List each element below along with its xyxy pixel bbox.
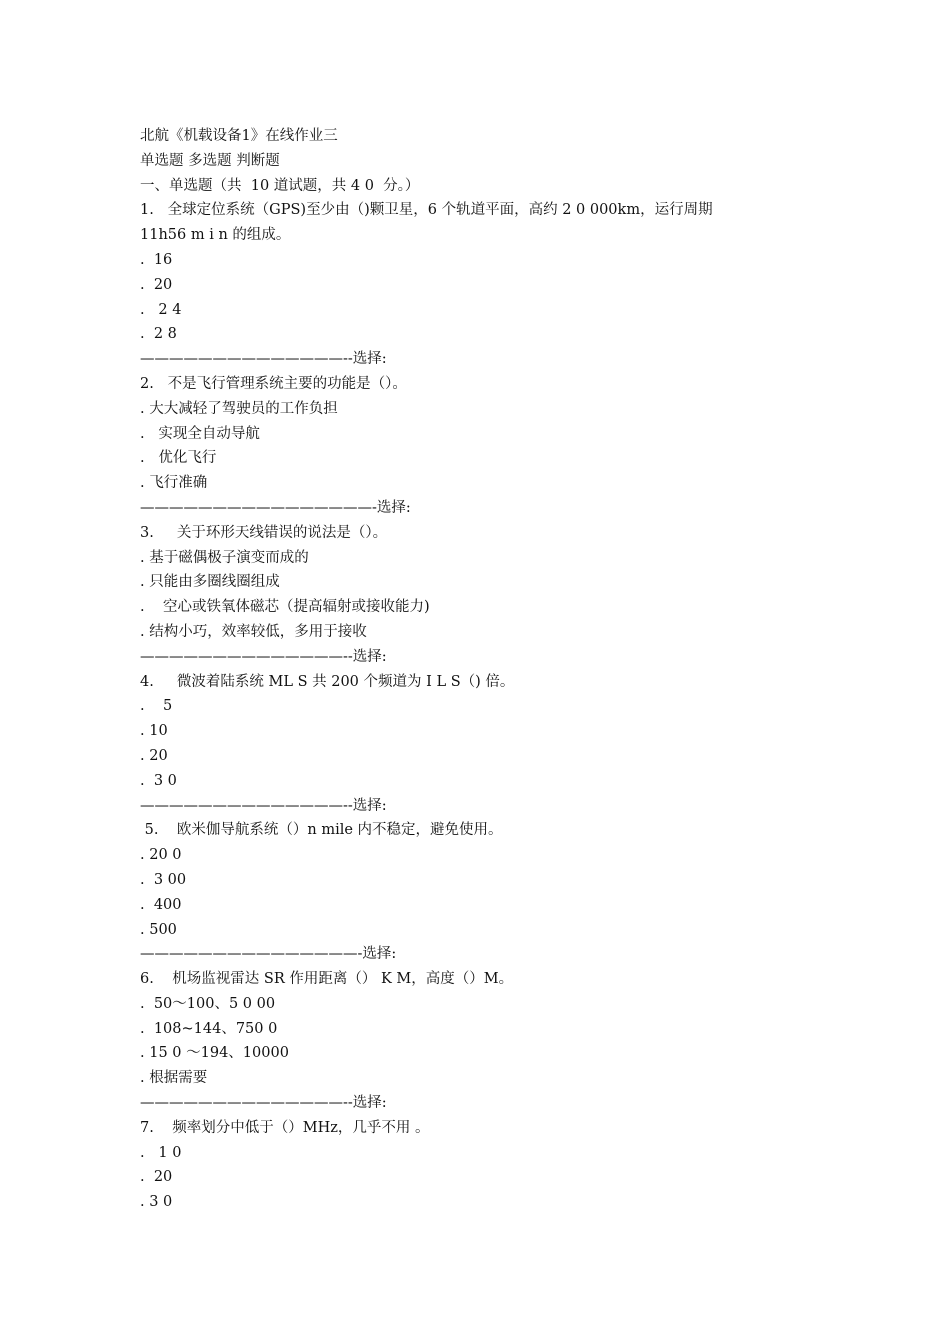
question-stem: 7. 频率划分中低于（）MHz，几乎不用 。 <box>140 1119 430 1136</box>
answer-line: ————————————————-选择: <box>140 499 411 516</box>
question-type-list: 单选题 多选题 判断题 <box>140 152 280 169</box>
answer-option: . 1 0 <box>140 1144 182 1161</box>
answer-option: . 3 0 <box>140 1194 173 1211</box>
answer-option: . 10 <box>140 723 168 740</box>
answer-option: . 15 0 ～194、10000 <box>140 1045 289 1062</box>
section-header: 一、单选题（共 10 道试题，共 4 0 分。） <box>140 177 420 194</box>
answer-line: ——————————————--选择: <box>140 648 387 665</box>
question-stem: 4. 微波着陆系统 ML S 共 200 个频道为 I L S（) 倍。 <box>140 673 515 690</box>
answer-option: . 2 4 <box>140 301 182 318</box>
answer-option: . 20 0 <box>140 847 182 864</box>
question-stem: 3. 关于环形天线错误的说法是（）。 <box>140 524 388 541</box>
answer-option: . 20 <box>140 1169 173 1186</box>
answer-option: . 3 00 <box>140 871 187 888</box>
answer-option: . 16 <box>140 251 173 268</box>
answer-option: . 2 8 <box>140 326 177 343</box>
answer-option: . 20 <box>140 276 173 293</box>
answer-option: . 飞行准确 <box>140 475 208 492</box>
question-stem: 2. 不是飞行管理系统主要的功能是（）。 <box>140 375 407 392</box>
answer-line: ——————————————--选择: <box>140 797 387 814</box>
question-stem: 5. 欧米伽导航系统（）n mile 内不稳定，避免使用。 <box>140 822 503 839</box>
document-title: 北航《机载设备1》在线作业三 <box>140 128 338 144</box>
question-stem: 1. 全球定位系统（GPS)至少由（)颗卫星，6 个轨道平面，高约 2 0 000km，运行周期 <box>140 202 713 219</box>
answer-line: ——————————————--选择: <box>140 1095 387 1112</box>
answer-option: . 20 <box>140 747 168 764</box>
answer-option: . 500 <box>140 921 177 938</box>
answer-option: . 根据需要 <box>140 1070 208 1087</box>
answer-option: . 50～100、5 0 00 <box>140 995 276 1012</box>
document-body <box>140 124 840 1215</box>
question-stem: 6. 机场监视雷达 SR 作用距离（） K M，高度（）M。 <box>140 971 514 988</box>
answer-option: . 3 0 <box>140 772 177 789</box>
answer-option: . 只能由多圈线圈组成 <box>140 574 280 591</box>
answer-option: . 108~144、750 0 <box>140 1020 278 1037</box>
answer-option: . 实现全自动导航 <box>140 425 260 442</box>
answer-line: ——————————————--选择: <box>140 351 387 368</box>
answer-line: ———————————————-选择: <box>140 946 397 963</box>
answer-option: . 基于磁偶极子演变而成的 <box>140 549 309 566</box>
answer-option: . 400 <box>140 896 182 913</box>
answer-option: . 结构小巧，效率较低，多用于接收 <box>140 623 367 640</box>
answer-option: . 空心或铁氧体磁芯（提高辐射或接收能力) <box>140 599 430 616</box>
answer-option: . 优化飞行 <box>140 450 217 467</box>
answer-option: . 5 <box>140 698 173 715</box>
answer-option: . 大大减轻了驾驶员的工作负担 <box>140 400 338 417</box>
question-stem-continued: 11h56 m i n 的组成。 <box>140 227 291 244</box>
